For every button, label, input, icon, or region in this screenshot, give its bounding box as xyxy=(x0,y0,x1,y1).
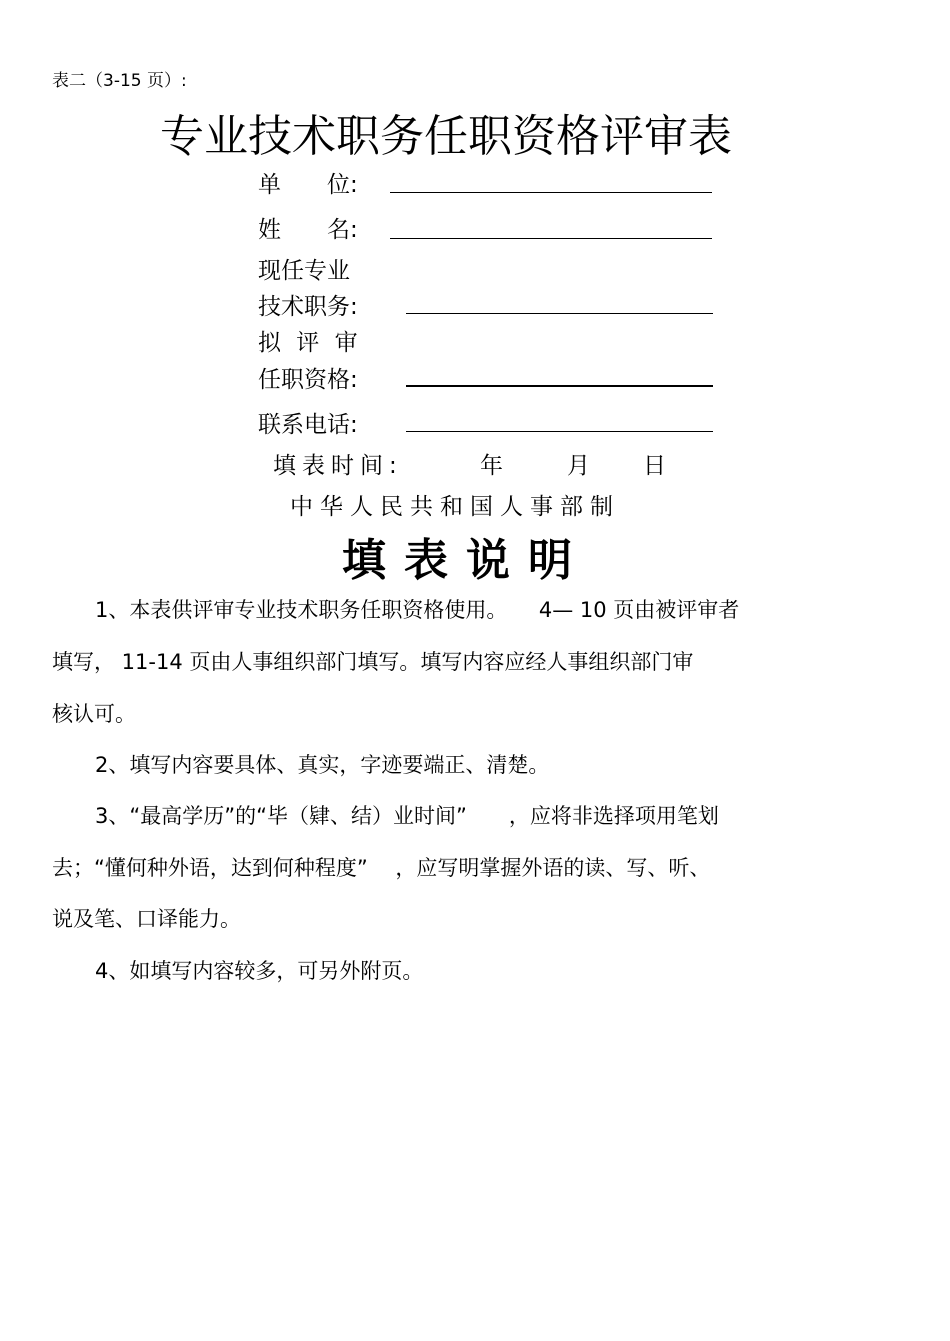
instruction-3-line1: 3、“最高学历”的“毕（肄、结）业时间” ，应将非选择项用笔划 xyxy=(95,804,719,828)
current-title-label-line2: 技术职务: xyxy=(258,294,358,320)
year-label: 年 xyxy=(480,453,503,479)
proposed-label-line2: 任职资格: xyxy=(258,367,358,393)
phone-field-line xyxy=(406,431,713,432)
instruction-1-line3: 核认可。 xyxy=(52,702,136,726)
issuer-label: 中华人民共和国人事部制 xyxy=(290,494,620,520)
instructions-title: 填表说明 xyxy=(342,535,590,586)
name-field-line xyxy=(390,238,712,239)
unit-field-line xyxy=(390,192,712,193)
instruction-1-line1: 1、本表供评审专业技术职务任职资格使用。 4— 10 页由被评审者 xyxy=(95,598,740,622)
month-label: 月 xyxy=(567,453,590,479)
instruction-3-line2: 去；“懂何种外语，达到何种程度” ，应写明掌握外语的读、写、听、 xyxy=(52,856,711,880)
day-label: 日 xyxy=(643,453,666,479)
instruction-4: 4、如填写内容较多，可另外附页。 xyxy=(95,959,424,983)
phone-label: 联系电话: xyxy=(258,412,358,438)
proposed-field-line xyxy=(406,385,713,387)
proposed-label-line1: 拟 评 审 xyxy=(258,330,362,356)
page-label: 表二（3-15 页）: xyxy=(52,71,187,91)
instruction-3-line3: 说及笔、口译能力。 xyxy=(52,907,241,931)
instruction-2: 2、填写内容要具体、真实，字迹要端正、清楚。 xyxy=(95,753,550,777)
current-title-field-line xyxy=(406,313,713,314)
unit-label: 单 位: xyxy=(258,172,358,198)
name-label: 姓 名: xyxy=(258,217,358,243)
instruction-1-line2: 填写， 11-14 页由人事组织部门填写。填写内容应经人事组织部门审 xyxy=(52,650,694,674)
current-title-label-line1: 现任专业 xyxy=(258,258,350,284)
page-title: 专业技术职务任职资格评审表 xyxy=(160,111,732,162)
date-label: 填表时间: xyxy=(273,453,403,479)
